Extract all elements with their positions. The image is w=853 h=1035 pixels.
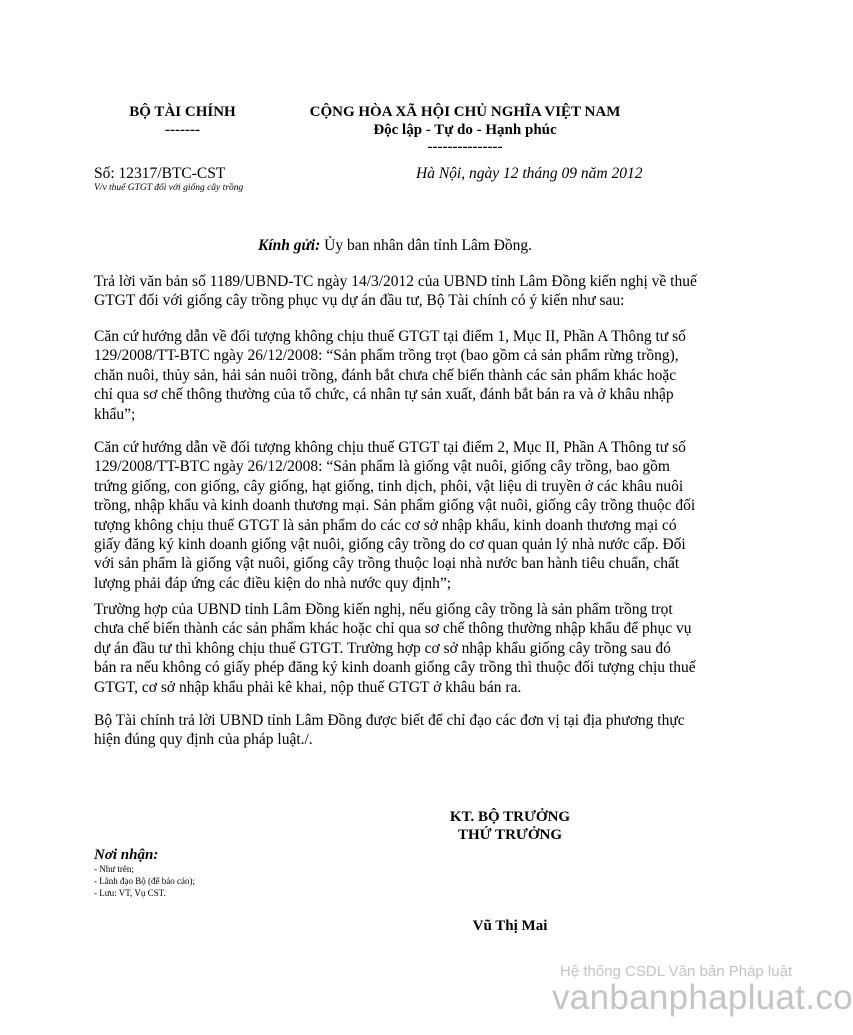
paragraph-line: GTGT đối với giống cây trồng phục vụ dự án đầu tư, Bộ Tài chính có ý kiến như sau: — [94, 292, 625, 310]
paragraph-line: Căn cứ hướng dẫn về đối tượng không chịu thuế GTGT tại điểm 2, Mục II, Phần A Thông tư số — [94, 439, 686, 456]
paragraph-line: chăn nuôi, thủy sản, hải sản nuôi trồng, đánh bắt chưa chế biến thành các sản phẩm khác hoặc — [94, 366, 677, 384]
signature-title: KT. BỘ TRƯỞNG — [449, 809, 571, 825]
agency-divider: ------- — [165, 122, 200, 138]
recipient-item: - Như trên; — [94, 864, 134, 874]
paragraph-line: Căn cứ hướng dẫn về đối tượng không chịu thuế GTGT tại điểm 1, Mục II, Phần A Thông tư số — [94, 328, 686, 345]
paragraph-line: tượng không chịu thuế GTGT là sản phẩm do các cơ sở nhập khẩu, kinh doanh thương mại có — [94, 516, 677, 534]
paragraph-line: trồng, nhập khẩu và kinh doanh thương mại. Sản phẩm giống vật nuôi, giống cây trồng thuộc đối — [94, 497, 696, 515]
paragraph-line: lượng phải đáp ứng các điều kiện do nhà nước quy định”; — [94, 574, 452, 592]
issuing-agency: BỘ TÀI CHÍNH — [129, 104, 236, 120]
paragraph-line: dự án đầu tư thì không chịu thuế GTGT. Trường hợp cơ sở nhập khẩu giống cây trồng sau đó — [94, 639, 671, 657]
paragraph-line: hiện đúng quy định của pháp luật./. — [94, 731, 313, 749]
paragraph-line: Bộ Tài chính trả lời UBND tỉnh Lâm Đồng được biết để chỉ đạo các đơn vị tại địa phương thực — [94, 712, 685, 729]
paragraph-line: 129/2008/TT-BTC ngày 26/12/2008: “Sản phẩm là giống vật nuôi, giống cây trồng, bao gồm — [94, 458, 670, 476]
motto-divider: --------------- — [427, 139, 503, 155]
watermark-caption: Hệ thống CSDL Văn bản Pháp luật — [560, 963, 793, 980]
paragraph-line: Trả lời văn bản số 1189/UBND-TC ngày 14/3/2012 của UBND tỉnh Lâm Đồng kiến nghị về thuế — [94, 273, 697, 290]
signature-subtitle: THỨ TRƯỞNG — [457, 827, 563, 843]
recipient-item: - Lưu: VT, Vụ CST. — [94, 888, 166, 898]
recipient-name: Ủy ban nhân dân tỉnh Lâm Đồng. — [320, 237, 533, 254]
recipient-line — [258, 237, 532, 255]
paragraph-line: 129/2008/TT-BTC ngày 26/12/2008: “Sản phẩm trồng trọt (bao gồm cả sản phẩm rừng trồng), — [94, 347, 679, 365]
paragraph-line: khẩu”; — [94, 405, 136, 423]
national-title: CỘNG HÒA XÃ HỘI CHỦ NGHĨA VIỆT NAM — [309, 104, 621, 120]
document-subject: V/v thuế GTGT đối với giống cây trồng — [94, 183, 244, 193]
paragraph-line: giấy đăng ký kinh doanh giống vật nuôi, giống cây trồng do cơ quan quản lý nhà nước cấp. Đối — [94, 536, 686, 554]
paragraph-line: GTGT, cơ sở nhập khẩu phải kê khai, nộp thuế GTGT ở khâu bán ra. — [94, 678, 522, 696]
body-paragraph-5 — [94, 711, 714, 750]
recipient-label: Kính gửi: — [258, 237, 321, 254]
watermark-site: vanbanphapluat.co — [552, 978, 853, 1017]
paragraph-line: trứng giống, con giống, cây giống, hạt giống, tinh dịch, phôi, vật liệu di truyền ở các khâu nuôi — [94, 477, 684, 495]
recipient-item: - Lãnh đạo Bộ (để báo cáo); — [94, 876, 195, 886]
body-paragraph-4 — [94, 600, 714, 697]
paragraph-line: chưa chế biến thành các sản phẩm khác hoặc chỉ qua sơ chế thông thường nhập khẩu để phục vụ — [94, 620, 692, 638]
paragraph-line: chỉ qua sơ chế thông thường của tổ chức, cá nhân tự sản xuất, đánh bắt bán ra và ở khâu nhập — [94, 386, 674, 404]
recipients-title: Nơi nhận: — [94, 847, 159, 863]
paragraph-line: bán ra nếu không có giấy phép đăng ký kinh doanh giống cây trồng thì thuộc đối tượng chịu thuế — [94, 659, 696, 677]
document-number: Số: 12317/BTC-CST — [94, 165, 226, 182]
body-paragraph-1 — [94, 272, 714, 311]
body-paragraph-2 — [94, 327, 714, 424]
place-date: Hà Nội, ngày 12 tháng 09 năm 2012 — [416, 165, 643, 182]
signer-name: Vũ Thị Mai — [472, 918, 548, 934]
paragraph-line: Trường hợp của UBND tỉnh Lâm Đồng kiến nghị, nếu giống cây trồng là sản phẩm trồng trọt — [94, 601, 673, 618]
body-paragraph-3 — [94, 438, 714, 593]
paragraph-line: với sản phẩm là giống vật nuôi, giống cây trồng thuộc loại nhà nước ban hành tiêu chuẩn, chất — [94, 555, 680, 573]
national-motto: Độc lập - Tự do - Hạnh phúc — [373, 122, 557, 138]
